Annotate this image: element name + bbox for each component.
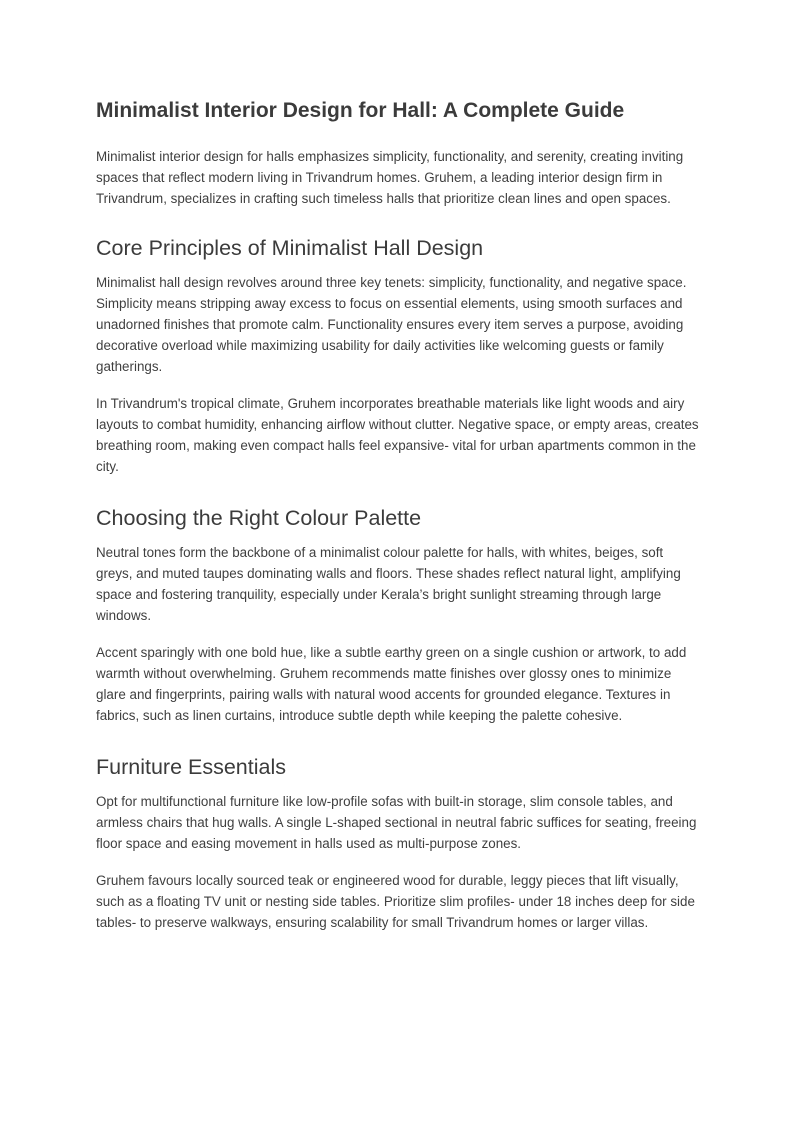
section-heading: Core Principles of Minimalist Hall Design: [96, 236, 484, 260]
section-paragraph: Neutral tones form the backbone of a minimalist colour palette for halls, with whites, beiges, soft greys, and muted taupes dominating walls and floors. These shades reflect natural light, amplifying space and fostering tranquility, especially under Kerala’s bright sunlight streaming through large windows.: [96, 545, 681, 623]
page-title: Minimalist Interior Design for Hall: A Complete Guide: [96, 99, 625, 122]
section-heading: Choosing the Right Colour Palette: [96, 506, 422, 530]
section-colour-palette: [96, 503, 700, 726]
section-paragraph: In Trivandrum's tropical climate, Gruhem incorporates breathable materials like light woods and airy layouts to combat humidity, enhancing airflow without clutter. Negative space, or empty areas, creates breathing room, making even compact halls feel expansive- vital for urban apartments common in the city.: [96, 396, 699, 474]
document-page: [96, 96, 700, 949]
section-paragraph: Minimalist hall design revolves around three key tenets: simplicity, functionality, and negative space. Simplicity means stripping away excess to focus on essential elements, using smooth surfaces and unadorned finishes that promote calm. Functionality ensures every item serves a purpose, avoiding decorative overload while maximizing usability for daily activities like welcoming guests or family gatherings.: [96, 275, 687, 374]
section-paragraph: Accent sparingly with one bold hue, like a subtle earthy green on a single cushion or artwork, to add warmth without overwhelming. Gruhem recommends matte finishes over glossy ones to minimize glare and fingerprints, pairing walls with natural wood accents for grounded elegance. Textures in fabrics, such as linen curtains, introduce subtle depth while keeping the palette cohesive.: [96, 645, 687, 723]
section-core-principles: [96, 233, 700, 477]
intro-paragraph: Minimalist interior design for halls emphasizes simplicity, functionality, and serenity, creating inviting spaces that reflect modern living in Trivandrum homes. Gruhem, a leading interior design firm in Trivandrum, specializes in crafting such timeless halls that prioritize clean lines and open spaces.: [96, 149, 684, 206]
section-paragraph: Opt for multifunctional furniture like low-profile sofas with built-in storage, slim console tables, and armless chairs that hug walls. A single L-shaped sectional in neutral fabric suffices for seating, freeing floor space and easing movement in halls used as multi-purpose zones.: [96, 794, 697, 851]
section-heading: Furniture Essentials: [96, 755, 286, 779]
section-paragraph: Gruhem favours locally sourced teak or engineered wood for durable, leggy pieces that lift visually, such as a floating TV unit or nesting side tables. Prioritize slim profiles- under 18 inches deep for side tables- to preserve walkways, ensuring scalability for small Trivandrum homes or larger villas.: [96, 873, 695, 930]
section-furniture-essentials: [96, 752, 700, 933]
